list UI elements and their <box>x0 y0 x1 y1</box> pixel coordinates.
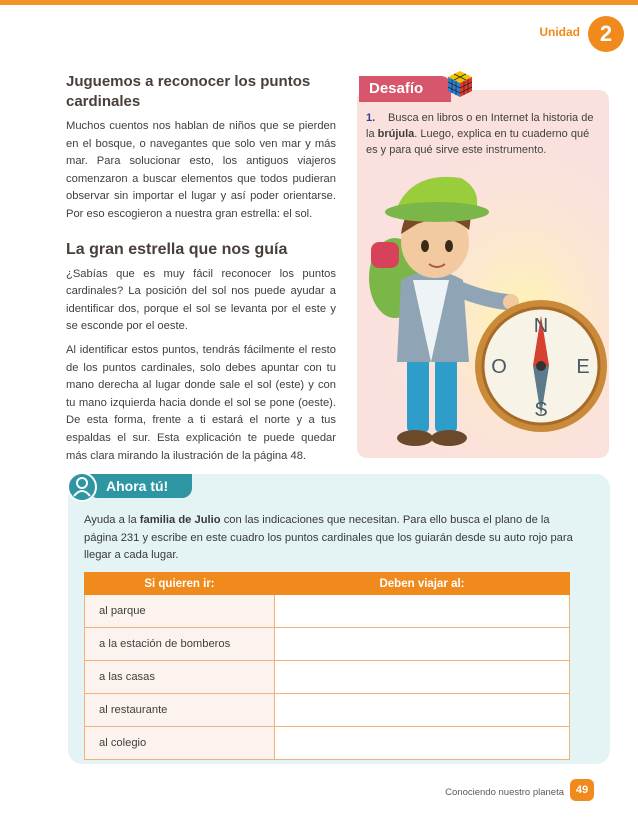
unit-number-badge: 2 <box>588 16 624 52</box>
table-header-row <box>85 573 570 595</box>
table-row <box>85 661 570 694</box>
table-cell-answer[interactable] <box>275 661 570 694</box>
table-cell-destination: al restaurante <box>85 694 275 727</box>
table-header-direction: Deben viajar al: <box>275 573 570 595</box>
unit-label: Unidad <box>539 25 580 39</box>
person-icon <box>67 472 97 502</box>
activity-text-part: Ayuda a la <box>84 514 140 526</box>
footer-book-title: Conociendo nuestro planeta <box>445 787 564 798</box>
table-cell-answer[interactable] <box>275 595 570 628</box>
compass-letter-north: N <box>533 315 549 337</box>
table-row <box>85 727 570 760</box>
challenge-text-bold: brújula <box>377 128 415 140</box>
challenge-item-number: 1. <box>366 112 376 124</box>
activity-text-part: con las indicaciones que necesitan. Para ello busca el plano de la página 231 y escribe en este cuadro los puntos cardinales que los guiarán desde su auto rojo para llegar a cada lugar. <box>84 514 573 562</box>
activity-text-bold: familia de Julio <box>139 514 221 526</box>
boy-with-compass-illustration <box>357 150 609 458</box>
table-cell-destination: a la estación de bomberos <box>85 628 275 661</box>
challenge-text-part: Busca en libros o en Internet la historia de la <box>366 112 594 140</box>
compass-letter-west: O <box>491 356 507 378</box>
left-column <box>66 72 336 465</box>
table-row <box>85 628 570 661</box>
table-cell-answer[interactable] <box>275 628 570 661</box>
top-accent-bar <box>0 0 638 5</box>
compass-letter-east: E <box>576 356 590 378</box>
table-cell-destination: al parque <box>85 595 275 628</box>
table-cell-answer[interactable] <box>275 727 570 760</box>
section-paragraph: Muchos cuentos nos hablan de niños que se pierden en el bosque, o navegantes que solo ven mar y más mar. Para solucionar esto, los antiguos viajeros comenzaron a buscar elementos que todos pudieran observar sin importar el lugar y así poder orientarse. Por eso escogieron a nuestra gran estrella: el sol. <box>66 120 336 220</box>
page-number: 49 <box>570 779 594 801</box>
challenge-text-part: . Luego, explica en tu cuaderno qué <box>414 128 590 140</box>
challenge-title: Desafío <box>359 76 451 102</box>
rubiks-cube-icon <box>447 70 473 98</box>
table-header-destination: Si quieren ir: <box>85 573 275 595</box>
directions-table <box>84 572 570 760</box>
table-cell-destination: a las casas <box>85 661 275 694</box>
activity-title: Ahora tú! <box>88 474 192 498</box>
activity-instruction <box>84 512 584 565</box>
section-paragraph: ¿Sabías que es muy fácil reconocer los puntos cardinales? La posición del sol nos puede ayudar a identificar dos, porque el sol se levanta por el este y se esconde por el oeste. <box>66 267 336 333</box>
compass-letter-south: S <box>534 399 548 421</box>
table-row <box>85 595 570 628</box>
section-paragraph: Al identificar estos puntos, tendrás fácilmente el resto de los puntos cardinales, solo debes apuntar con tu mano derecha al lugar donde sale el sol (este) y con tu mano izquierda hacia donde el sol se pone (oeste). De esta forma, frente a ti estará el norte y a tus espaldas el sur. Esta explicación te puede quedar más clara mirando la ilustración de la página 48. <box>66 343 336 462</box>
table-row <box>85 694 570 727</box>
table-cell-answer[interactable] <box>275 694 570 727</box>
table-cell-destination: al colegio <box>85 727 275 760</box>
section-title-cardinal-points: Juguemos a reconocer los puntos cardinales <box>66 73 311 110</box>
section-title-great-star: La gran estrella que nos guía <box>66 240 288 258</box>
